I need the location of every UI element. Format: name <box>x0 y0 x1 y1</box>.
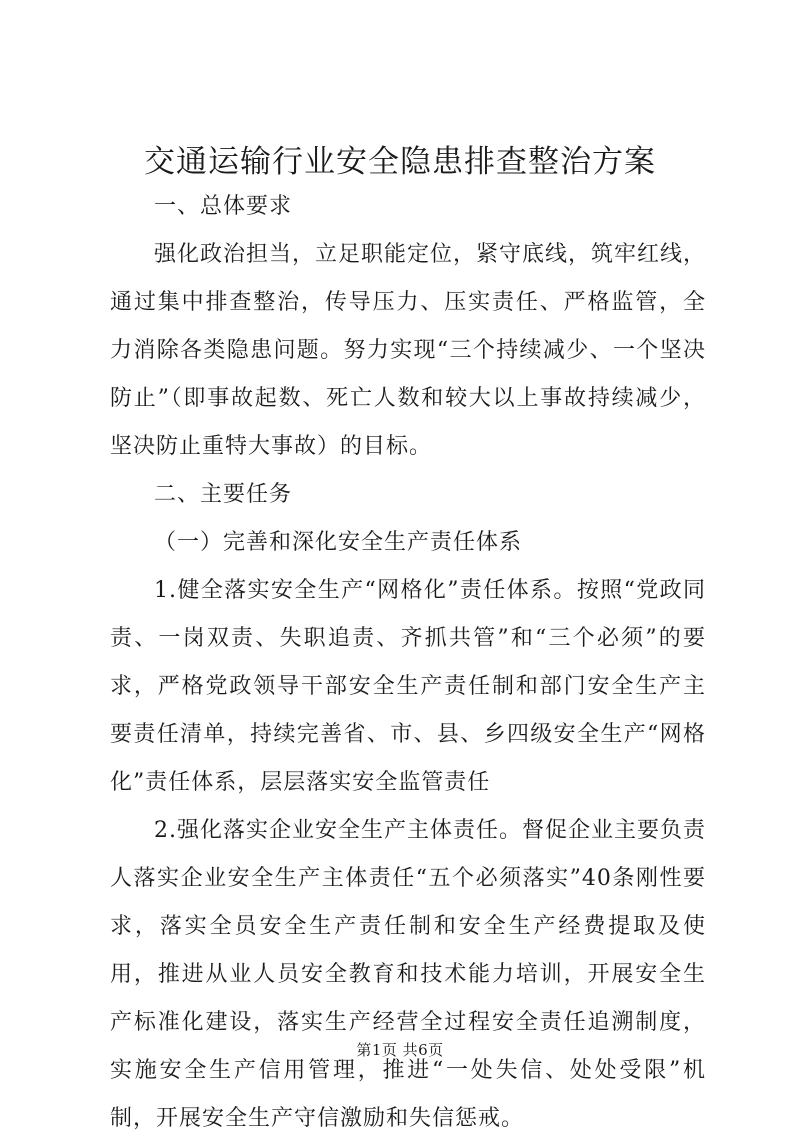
paragraph-item-1: 1.健全落实安全生产“网格化”责任体系。按照“党政同责、一岗双责、失职追责、齐抓共管”和“三个必须”的要求，严格党政领导干部安全生产责任制和部门安全生产主要责任清单，持续完善省、市、县、乡四级安全生产“网格化”责任体系，层层落实安全监管责任 <box>110 578 706 795</box>
page-footer: 第1页 共6页 <box>356 1041 444 1059</box>
document-title: 交通运输行业安全隐患排查整治方案 <box>144 144 656 180</box>
subsection-heading-responsibility-system: （一）完善和深化安全生产责任体系 <box>154 530 523 555</box>
section-heading-general-requirements: 一、总体要求 <box>154 194 293 219</box>
paragraph-item-2: 2.强化落实企业安全生产主体责任。督促企业主要负责人落实企业安全生产主体责任“五个必须落实”40条刚性要求，落实全员安全生产责任制和安全生产经费提取及使用，推进从业人员安全教育和技术能力培训，开展安全生产标准化建设，落实生产经营全过程安全责任追溯制度，实施安全生产信用管理，推进“一处失信、处处受限”机制，开展安全生产守信激励和失信惩戒。 <box>110 818 706 1131</box>
paragraph-general-requirements: 强化政治担当，立足职能定位，紧守底线，筑牢红线，通过集中排查整治，传导压力、压实责任、严格监管，全力消除各类隐患问题。努力实现“三个持续减少、一个坚决防止”（即事故起数、死亡人数和较大以上事故持续减少，坚决防止重特大事故）的目标。 <box>110 242 707 459</box>
document-body <box>110 183 706 1143</box>
section-heading-main-tasks: 二、主要任务 <box>154 482 293 507</box>
